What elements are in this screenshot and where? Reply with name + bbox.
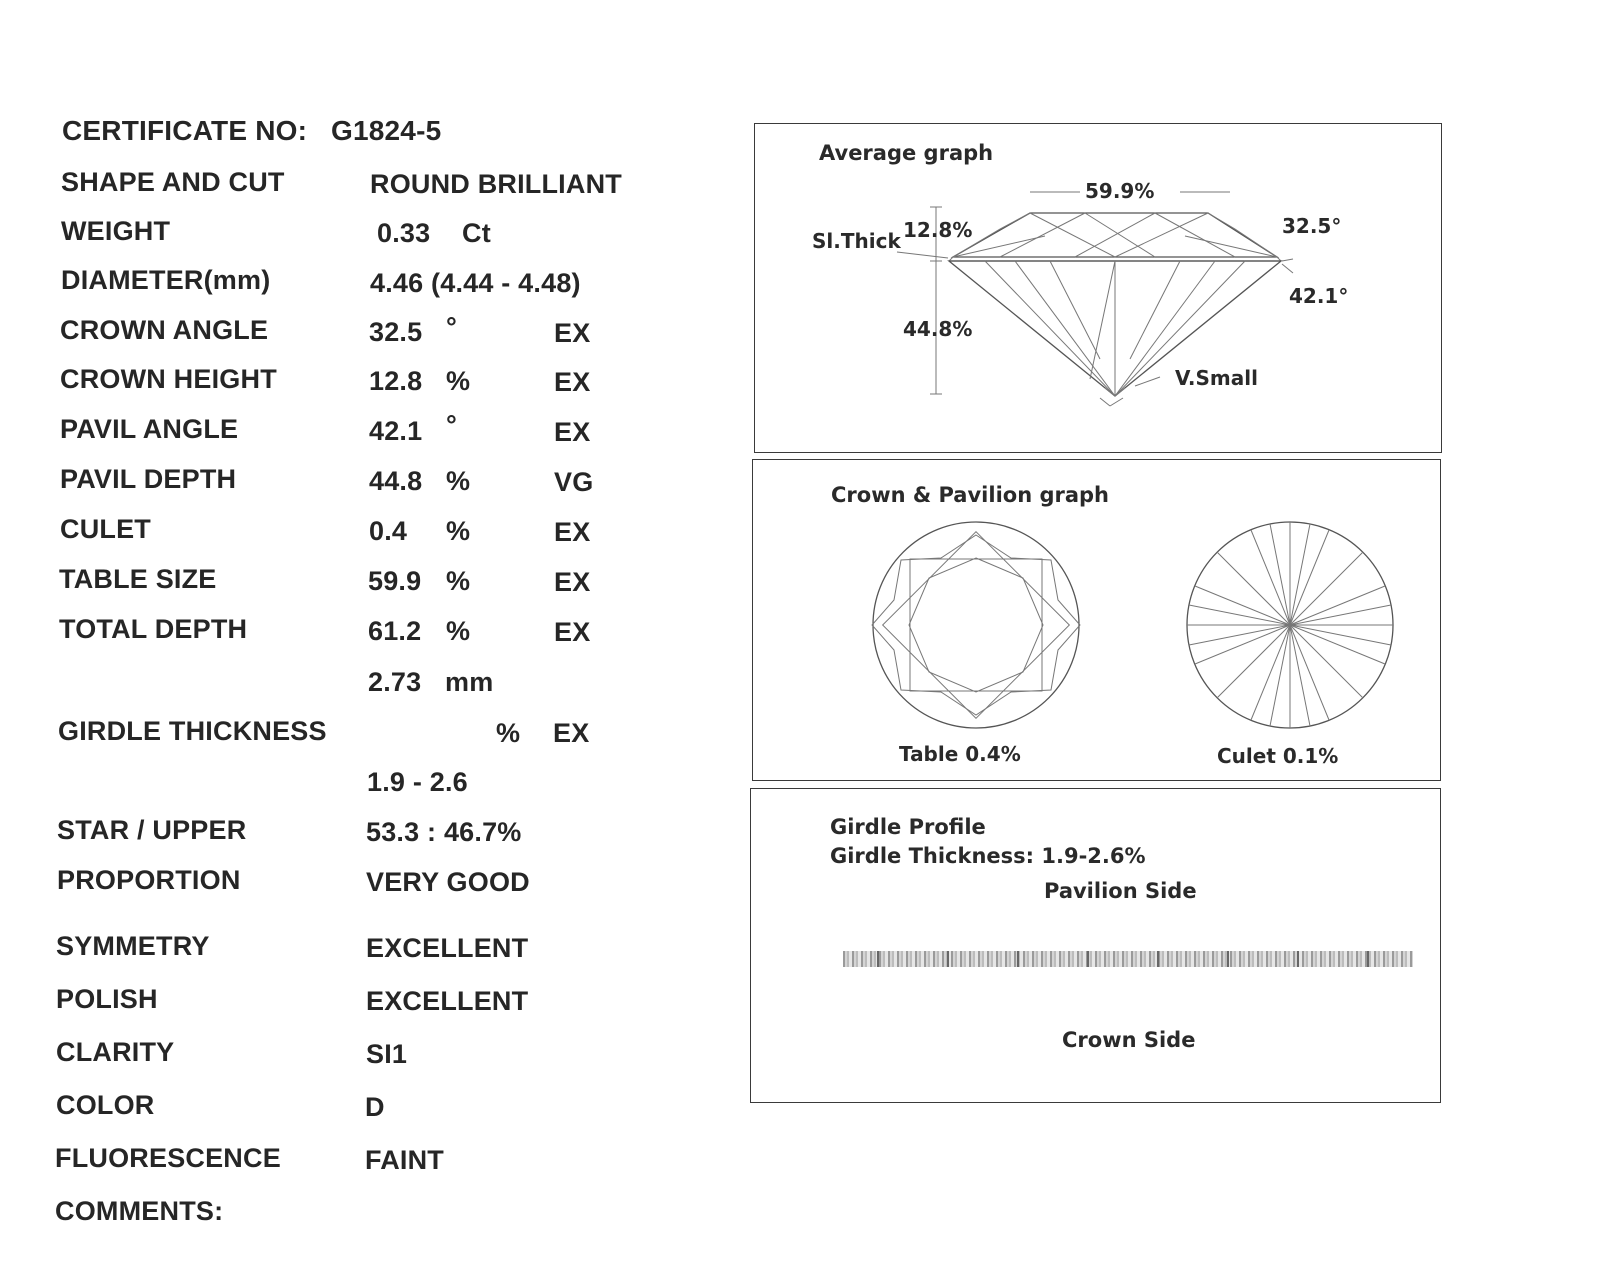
- table-percentage: 59.9%: [1085, 179, 1155, 203]
- row-grade: VG: [554, 467, 594, 497]
- row-grade: EX: [554, 318, 591, 348]
- row-value: EXCELLENT: [366, 933, 529, 963]
- row-unit: %: [446, 616, 471, 646]
- row-label: WEIGHT: [61, 216, 171, 246]
- girdle-profile-strip-shade: [843, 951, 1413, 967]
- row-label: TABLE SIZE: [59, 564, 217, 594]
- average-graph-title: Average graph: [819, 141, 994, 165]
- row-value: 61.2: [368, 616, 422, 646]
- crown-height-value: 12.8%: [903, 218, 973, 242]
- row-value: VERY GOOD: [366, 867, 530, 897]
- pavilion-facet: [1090, 261, 1115, 379]
- row-value: 42.1: [369, 416, 423, 446]
- row-value: D: [365, 1092, 385, 1122]
- girdle-profile-title: Girdle Profile: [830, 815, 986, 839]
- row-grade: EX: [554, 367, 591, 397]
- row-label: SYMMETRY: [56, 931, 210, 961]
- girdle-leader-line: [897, 252, 948, 258]
- row-label: PAVIL DEPTH: [60, 464, 237, 494]
- row-label: CULET: [60, 514, 151, 544]
- row-label: DIAMETER(mm): [61, 265, 271, 295]
- crown-pavilion-title: Crown & Pavilion graph: [831, 483, 1109, 507]
- row-label: STAR / UPPER: [57, 815, 247, 845]
- girdle-profile-panel: [750, 788, 1441, 1103]
- row-value: 44.8: [369, 466, 423, 496]
- row-unit: %: [446, 516, 471, 546]
- culet-mark: [1110, 398, 1123, 406]
- crown-pavilion-diagram: [753, 460, 1442, 782]
- crown-angle-value: 32.5°: [1282, 214, 1342, 238]
- row-label: CLARITY: [56, 1037, 175, 1067]
- crown-facet: [1085, 213, 1155, 257]
- average-graph-panel: [754, 123, 1442, 453]
- row-label: COMMENTS:: [55, 1196, 224, 1226]
- certificate-number: G1824-5: [331, 115, 442, 146]
- row-label: POLISH: [56, 984, 158, 1014]
- pavilion-facet: [1130, 261, 1180, 359]
- crown-side-label: Crown Side: [1062, 1028, 1196, 1052]
- row-unit: %: [446, 366, 471, 396]
- table-label: Table 0.4%: [899, 742, 1021, 766]
- pavilion-facet: [1015, 261, 1115, 396]
- pavilion-angle-value: 42.1°: [1289, 284, 1349, 308]
- pavilion-side-label: Pavilion Side: [1044, 879, 1197, 903]
- row-label: COLOR: [56, 1090, 155, 1120]
- row-value: 0.4: [369, 516, 408, 546]
- row-unit: %: [446, 566, 471, 596]
- row-label: PROPORTION: [57, 865, 241, 895]
- row-value: 0.33: [377, 218, 431, 248]
- row-label: FLUORESCENCE: [55, 1143, 281, 1173]
- row-grade: EX: [554, 517, 591, 547]
- crown-star-facets: [872, 535, 1080, 715]
- pavilion-depth-value: 44.8%: [903, 317, 973, 341]
- row-unit: °: [446, 312, 457, 342]
- crown-outline-circle: [873, 522, 1079, 728]
- row-value: FAINT: [365, 1145, 444, 1175]
- row-value: 32.5: [369, 317, 423, 347]
- row-unit: %: [446, 466, 471, 496]
- crown-pavilion-panel: [752, 459, 1441, 781]
- row-unit: mm: [445, 667, 494, 697]
- culet-leader-line: [1135, 377, 1160, 386]
- row-value: 12.8: [369, 366, 423, 396]
- row-label: PAVIL ANGLE: [60, 414, 239, 444]
- row-unit: %: [496, 718, 521, 748]
- culet-value: V.Small: [1175, 366, 1258, 390]
- row-value: 1.9 - 2.6: [367, 767, 468, 797]
- pavilion-angle-leader: [1282, 264, 1293, 273]
- row-value: 2.73: [368, 667, 422, 697]
- crown-facet: [1075, 213, 1155, 257]
- row-label: TOTAL DEPTH: [59, 614, 248, 644]
- row-grade: EX: [553, 718, 590, 748]
- row-value: 59.9: [368, 566, 422, 596]
- row-value: 4.46 (4.44 - 4.48): [370, 268, 581, 298]
- row-grade: EX: [554, 617, 591, 647]
- culet-label: Culet 0.1%: [1217, 744, 1339, 768]
- row-unit: °: [446, 410, 457, 440]
- pavilion-facet: [1050, 261, 1100, 359]
- crown-facet: [1185, 236, 1277, 257]
- girdle-thickness-label: Girdle Thickness: 1.9-2.6%: [830, 844, 1146, 868]
- row-grade: EX: [554, 417, 591, 447]
- row-label: GIRDLE THICKNESS: [58, 716, 327, 746]
- pavilion-facet: [985, 261, 1115, 396]
- crown-top-view: [872, 522, 1080, 728]
- girdle-label: Sl.Thick: [812, 229, 901, 253]
- row-value: EXCELLENT: [366, 986, 529, 1016]
- pavilion-bottom-view: [1187, 522, 1393, 728]
- row-value: SI1: [366, 1039, 408, 1069]
- certificate-label: CERTIFICATE NO:: [62, 115, 308, 146]
- crown-angle-leader: [1282, 259, 1293, 261]
- culet-mark: [1100, 398, 1110, 406]
- row-value: ROUND BRILLIANT: [370, 169, 622, 199]
- row-unit: Ct: [462, 218, 491, 248]
- table-square: [910, 559, 1042, 691]
- row-label: CROWN HEIGHT: [60, 364, 277, 394]
- row-label: SHAPE AND CUT: [61, 167, 285, 197]
- row-grade: EX: [554, 567, 591, 597]
- row-label: CROWN ANGLE: [60, 315, 269, 345]
- row-value: 53.3 : 46.7%: [366, 817, 522, 847]
